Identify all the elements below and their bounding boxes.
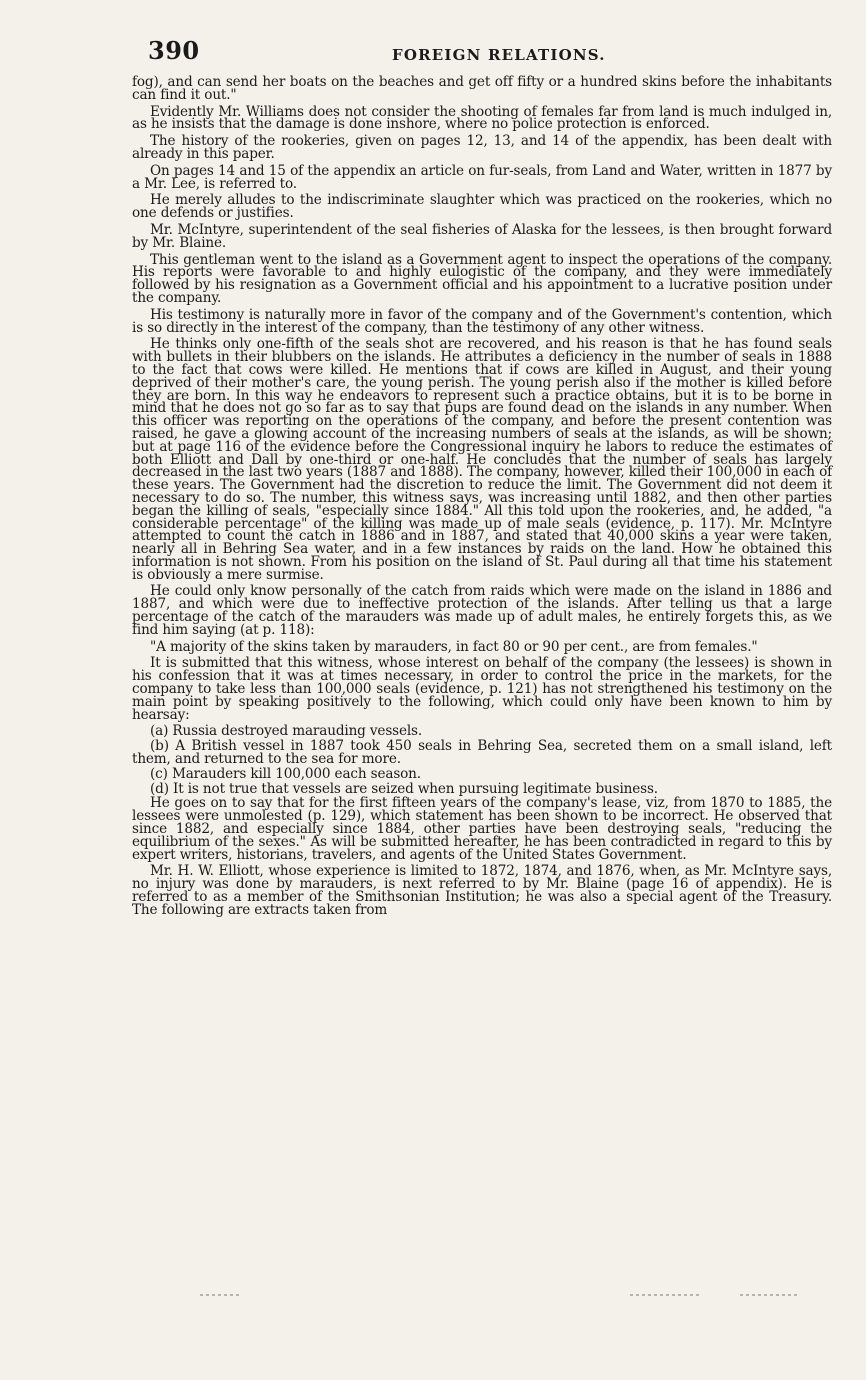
scan-artifact [740, 1294, 800, 1296]
paragraph: It is submitted that this witness, whose interest on behalf of the company (the lessees) is shown in his confession that it was at times necessary, in order to control the price in the markets, for the company to take less than 100,000 seals (evidence, p. 121) has not strengthened his testimony on the main point by speaking positively to the following, which could only have been known to him by hearsay: [132, 655, 832, 723]
paragraph: fog), and can send her boats on the beaches and get off fifty or a hundred skins before the inhabitants can find it out." [132, 74, 832, 103]
paragraph: He merely alludes to the indiscriminate slaughter which was practiced on the rookeries, which no one defends or justifies. [132, 192, 832, 222]
page-header [132, 36, 832, 72]
running-head: FOREIGN RELATIONS. [392, 46, 606, 64]
body-text [132, 76, 832, 917]
document-page [132, 36, 832, 921]
paragraph: Mr. H. W. Elliott, whose experience is limited to 1872, 1874, and 1876, when, as Mr. McIntyre says, no injury was done by marauders, is next referred to by Mr. Blaine (page 16 of appendix). He is referred to as a member of the Smithsonian Institution; he was also a special agent of the Treasury. The following are extracts taken from [132, 863, 832, 918]
list-item: (b) A British vessel in 1887 took 450 seals in Behring Sea, secreted them on a small island, left them, and returned to the sea for more. [132, 738, 832, 768]
list-item: (c) Marauders kill 100,000 each season. [150, 765, 421, 782]
list-item: (a) Russia destroyed marauding vessels. [150, 723, 423, 740]
scan-artifact [630, 1294, 700, 1296]
paragraph: He could only know personally of the catch from raids which were made on the island in 1886 and 1887, and which were due to ineffective protection of the islands. After telling us that a large percentage of the catch of the marauders was made up of adult males, he entirely forgets this, as we find him saying (at p. 118): [132, 583, 832, 638]
list-item: (d) It is not true that vessels are seized when pursuing legitimate business. [150, 780, 658, 797]
paragraph: Mr. McIntyre, superintendent of the seal fisheries of Alaska for the lessees, is then brought forward by Mr. Blaine. [132, 221, 832, 251]
page-number: 390 [148, 36, 200, 65]
paragraph: The history of the rookeries, given on pages 12, 13, and 14 of the appendix, has been dealt with already in this paper. [132, 133, 832, 162]
paragraph: On pages 14 and 15 of the appendix an article on fur-seals, from Land and Water, written in 1877 by a Mr. Lee, is referred to. [132, 162, 832, 192]
quotation: "A majority of the skins taken by marauders, in fact 80 or 90 per cent., are from females." [150, 638, 758, 655]
paragraph: He thinks only one-fifth of the seals shot are recovered, and his reason is that he has found seals with bullets in their blubbers on the islands. He attributes a deficiency in the number of seals in 1888 to the fact that cows were killed. He mentions that if cows are killed in August, and their young deprived of their mother's care, the young perish. The young perish also if the mother is killed before they are born. In this way he endeavors to represent such a practice obtains, but it is to be borne in mind that he does not go so far as to say that pups are found dead on the islands in any number. When this officer was reporting on the operations of the company, and before the present contention was raised, he gave a glowing account of the increasing numbers of seals at the islands, as will be shown; but at page 116 of the evidence before the Congressional inquiry he labors to reduce the estimates of both Elliott and Dall by one-third or one-half. He concludes that the number of seals has largely decreased in the last two years (1887 and 1888). The company, however, killed their 100,000 in each of these years. The Government had the discretion to reduce the limit. The Government did not deem it necessary to do so. The number, this witness says, was increasing until 1882, and then other parties began the killing of seals, "especially since 1884." All this told upon the rookeries, and, he added, "a considerable percentage" of the killing was made up of male seals (evidence, p. 117). Mr. McIntyre attempted to count the catch in 1886 and in 1887, and stated that 40,000 skins a year were taken, nearly all in Behring Sea water, and in a few instances by raids on the land. How he obtained this information is not shown. From his position on the island of St. Paul during all that time his statement is obviously a mere surmise. [132, 336, 832, 583]
paragraph: He goes on to say that for the first fifteen years of the company's lease, viz, from 1870 to 1885, the lessees were unmolested (p. 129), which statement has been shown to be incorrect. He observed that since 1882, and especially since 1884, other parties have been destroying seals, "reducing the equilibrium of the sexes." As will be submitted hereafter, he has been contradicted in regard to this by expert writers, historians, travelers, and agents of the United States Government. [132, 795, 832, 863]
paragraph: This gentleman went to the island as a Government agent to inspect the operations of the company. His reports were favorable to and highly eulogistic of the company, and they were immediately followed by his resignation as a Government official and his appointment to a lucrative position under the company. [132, 251, 832, 306]
scan-artifact [200, 1294, 240, 1296]
paragraph: Evidently Mr. Williams does not consider the shooting of females far from land is much indulged in, as he insists that the damage is done inshore, where no police protection is enforced. [132, 103, 832, 133]
paragraph: His testimony is naturally more in favor of the company and of the Government's contention, which is so directly in the interest of the company, than the testimony of any other witness. [132, 306, 832, 336]
